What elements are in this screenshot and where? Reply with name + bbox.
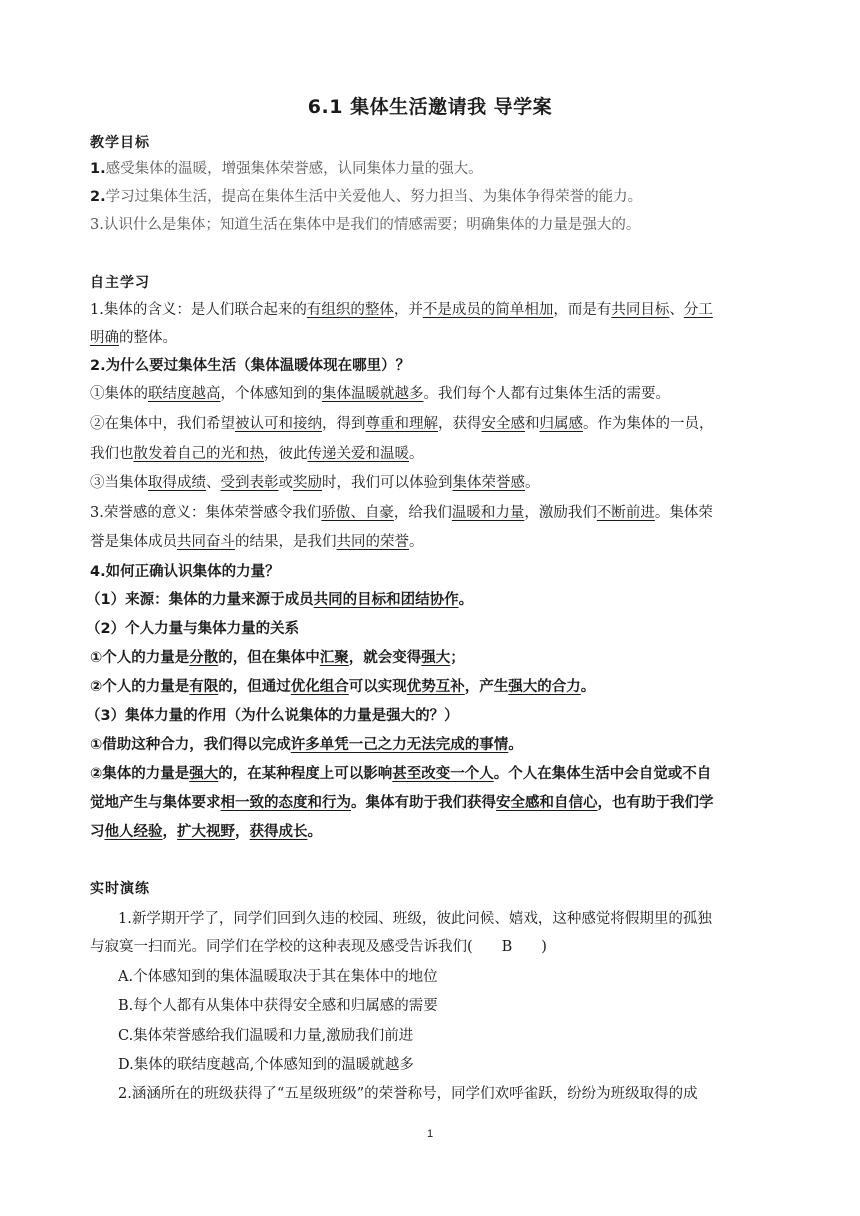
study-heading: 自主学习: [90, 275, 150, 291]
goals-heading: 教学目标: [90, 135, 150, 151]
practice-heading: 实时演练: [90, 881, 150, 897]
q4-effect-4: 习他人经验，扩大视野，获得成长。: [90, 824, 322, 840]
practice-option-d: D.集体的联结度越高,个体感知到的温暖就越多: [118, 1057, 414, 1073]
goal-item-2: 2.学习过集体生活，提高在集体生活中关爱他人、努力担当、为集体争得荣誉的能力。: [90, 189, 643, 205]
q2-heading: 2.为什么要过集体生活（集体温暖体现在哪里）？: [90, 358, 411, 374]
q4-source: （1）来源：集体的力量来源于成员共同的目标和团结协作。: [86, 592, 474, 608]
q2-line-2: ②在集体中，我们希望被认可和接纳，得到尊重和理解，获得安全感和归属感。作为集体的一员，: [90, 416, 714, 432]
practice-option-c: C.集体荣誉感给我们温暖和力量,激励我们前进: [118, 1028, 414, 1044]
practice-option-b: B.每个人都有从集体中获得安全感和归属感的需要: [118, 998, 438, 1014]
q2-line-3: 我们也散发着自己的光和热，彼此传递关爱和温暖。: [90, 446, 424, 462]
q4-effect-1: ①借助这种合力，我们得以完成许多单凭一己之力无法完成的事情。: [90, 737, 523, 753]
q4-effect-3: 觉地产生与集体要求相一致的态度和行为。集体有助于我们获得安全感和自信心，也有助于我们学: [90, 795, 714, 811]
q4-effect-2: ②集体的力量是强大的，在某种程度上可以影响甚至改变一个人。个人在集体生活中会自觉或不自: [90, 766, 712, 782]
q2-line-1: ①集体的联结度越高，个体感知到的集体温暖就越多。我们每个人都有过集体生活的需要。: [90, 386, 670, 402]
q3-line-1: 3.荣誉感的意义：集体荣誉感令我们骄傲、自豪，给我们温暖和力量，激励我们不断前进。集体荣: [90, 505, 713, 521]
q4-heading: 4.如何正确认识集体的力量？: [90, 564, 280, 580]
page-title: 6.1 集体生活邀请我 导学案: [307, 96, 553, 118]
page-number: 1: [426, 1128, 434, 1140]
q4-effect-heading: （3）集体力量的作用（为什么说集体的力量是强大的？）: [86, 708, 459, 724]
goal-item-3: 3.认识什么是集体；知道生活在集体中是我们的情感需要；明确集体的力量是强大的。: [90, 217, 641, 233]
q3-line-2: 誉是集体成员共同奋斗的结果，是我们共同的荣誉。: [90, 534, 424, 550]
q1-line-2: 明确的整体。: [90, 330, 177, 346]
practice-q2-line-1: 2.涵涵所在的班级获得了“五星级班级”的荣誉称号，同学们欢呼雀跃，纷纷为班级取得的成: [118, 1086, 698, 1102]
q4-relation-1: ①个人的力量是分散的，但在集体中汇聚，就会变得强大；: [90, 650, 465, 666]
q4-relation-2: ②个人的力量是有限的，但通过优化组合可以实现优势互补，产生强大的合力。: [90, 679, 596, 695]
goal-item-1: 1.感受集体的温暖，增强集体荣誉感，认同集体力量的强大。: [90, 161, 483, 177]
practice-q1-line-1: 1.新学期开学了，同学们回到久违的校园、班级，彼此问候、嬉戏，这种感觉将假期里的孤独: [118, 911, 712, 927]
q1-line-1: 1.集体的含义：是人们联合起来的有组织的整体，并不是成员的简单相加，而是有共同目标、分工: [90, 302, 713, 318]
q4-relation-heading: （2）个人力量与集体力量的关系: [86, 621, 300, 637]
practice-option-a: A.个体感知到的集体温暖取决于其在集体中的地位: [118, 969, 438, 985]
practice-q1-line-2: 与寂寞一扫而光。同学们在学校的这种表现及感受告诉我们( B ): [90, 939, 547, 955]
q2-line-4: ③当集体取得成绩、受到表彰或奖励时，我们可以体验到集体荣誉感。: [90, 475, 540, 491]
